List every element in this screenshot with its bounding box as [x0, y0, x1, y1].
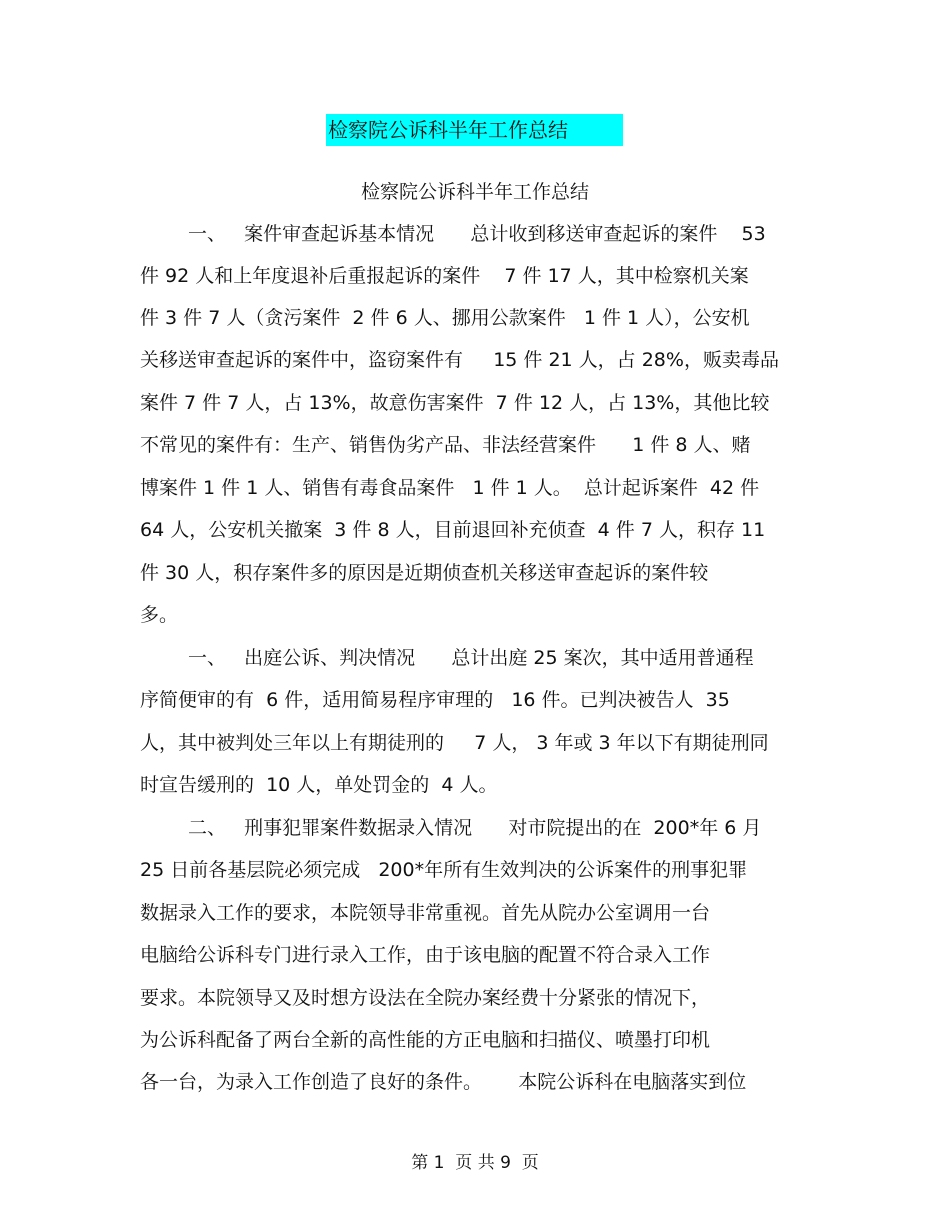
- paragraph-line: 不常见的案件有：生产、销售伪劣产品、非法经营案件 1 件 8 人、赌: [140, 434, 751, 456]
- document-subtitle: 检察院公诉科半年工作总结: [360, 181, 589, 203]
- paragraph-line: 一、 案件审查起诉基本情况 总计收到移送审查起诉的案件 53: [188, 223, 766, 245]
- paragraph-line: 博案件 1 件 1 人、销售有毒食品案件 1 件 1 人。 总计起诉案件 42 件: [140, 477, 760, 499]
- paragraph-line: 件 3 件 7 人（贪污案件 2 件 6 人、挪用公款案件 1 件 1 人），公安机: [140, 307, 750, 329]
- paragraph-line: 人，其中被判处三年以上有期徒刑的 7 人， 3 年或 3 年以下有期徒刑同: [140, 732, 769, 754]
- paragraph-line: 电脑给公诉科专门进行录入工作，由于该电脑的配置不符合录入工作: [140, 944, 711, 966]
- paragraph-line: 件 30 人，积存案件多的原因是近期侦查机关移送审查起诉的案件较: [140, 562, 709, 584]
- paragraph-line: 一、 出庭公诉、判决情况 总计出庭 25 案次，其中适用普通程: [188, 647, 754, 669]
- paragraph-line: 数据录入工作的要求，本院领导非常重视。首先从院办公室调用一台: [140, 902, 711, 924]
- paragraph-line: 要求。本院领导又及时想方设法在全院办案经费十分紧张的情况下，: [140, 987, 711, 1009]
- paragraph-line: 序简便审的有 6 件，适用简易程序审理的 16 件。已判决被告人 35: [140, 689, 730, 711]
- paragraph-line: 件 92 人和上年度退补后重报起诉的案件 7 件 17 人，其中检察机关案: [140, 265, 749, 287]
- paragraph-line: 多。: [140, 604, 179, 626]
- document-title: 检察院公诉科半年工作总结: [326, 114, 623, 146]
- paragraph-line: 时宣告缓刑的 10 人，单处罚金的 4 人。: [140, 774, 498, 796]
- paragraph-line: 关移送审查起诉的案件中，盗窃案件有 15 件 21 人，占 28%，贩卖毒品: [140, 349, 779, 371]
- paragraph-line: 案件 7 件 7 人，占 13%，故意伤害案件 7 件 12 人，占 13%，其他比较: [140, 392, 770, 414]
- paragraph-line: 各一台，为录入工作创造了良好的条件。 本院公诉科在电脑落实到位: [140, 1071, 747, 1093]
- paragraph-line: 25 日前各基层院必须完成 200*年所有生效判决的公诉案件的刑事犯罪: [140, 859, 748, 881]
- paragraph-line: 为公诉科配备了两台全新的高性能的方正电脑和扫描仪、喷墨打印机: [140, 1029, 711, 1051]
- paragraph-line: 二、 刑事犯罪案件数据录入情况 对市院提出的在 200*年 6 月: [188, 817, 762, 839]
- page-number-footer: 第 1 页 共 9 页: [411, 1153, 539, 1173]
- paragraph-line: 64 人，公安机关撤案 3 件 8 人，目前退回补充侦查 4 件 7 人，积存 11: [140, 519, 766, 541]
